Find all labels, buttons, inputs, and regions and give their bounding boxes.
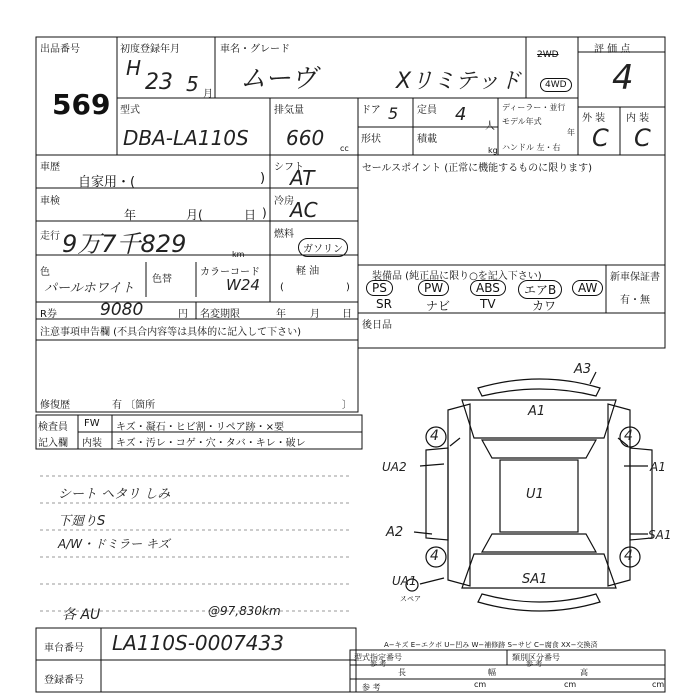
damage-tailgate: SA1 (522, 572, 548, 587)
damage-left-front: UA2 (382, 460, 407, 474)
dealer-label: ディーラー・並行 (502, 103, 566, 112)
damage-right-front: A1 (650, 460, 666, 474)
shape-label: 形状 (361, 134, 381, 145)
model-year-label: モデル年式 (502, 117, 542, 126)
damage-left-sill: UA1 (392, 574, 417, 588)
equip-tv: TV (480, 297, 496, 311)
class-label: 類別区分番号 (512, 653, 560, 662)
note-line-3: A/W・ドミラー キズ (58, 537, 170, 551)
equip-aw: AW (572, 280, 603, 296)
shaken-month: 月( (186, 208, 203, 222)
chassis-value: LA110S-0007433 (112, 631, 284, 655)
equip-navi: ナビ (426, 299, 451, 313)
name-change-year: 年 (276, 309, 286, 320)
fw-label: FW (84, 418, 100, 429)
warranty-value: 有・無 (620, 295, 650, 306)
shaken-year: 年 (124, 208, 137, 222)
repair-value: 有 〔箇所 (112, 400, 156, 411)
equip-pw: PW (418, 280, 449, 296)
damage-left-rear: A2 (386, 525, 404, 540)
capacity-unit: 人 (485, 121, 495, 132)
note-line-1: シート ヘタリ しみ (58, 487, 171, 502)
height-unit: cm (652, 680, 665, 689)
equip-ps: PS (366, 280, 393, 296)
history-value: 自家用・( (78, 175, 136, 190)
mileage-label: 走行 (40, 231, 60, 242)
recycle-value: 9080 (100, 300, 144, 320)
type-value: DBA-LA110S (123, 126, 249, 150)
warranty-label: 新車保証書 (610, 272, 660, 283)
first-reg-era: H (126, 56, 142, 80)
first-reg-year: 23 (145, 70, 173, 95)
shaken-day: 日 (244, 208, 257, 222)
doors-value: 5 (388, 104, 399, 123)
inspector-label: 検査員 (38, 422, 68, 433)
fuel-gasoline: ガソリン (298, 238, 348, 257)
recycle-label: R券 (40, 309, 57, 320)
repair-close: 〕 (342, 400, 352, 411)
model-label: 車名・グレード (220, 44, 290, 55)
note-line-4: 各 AU (62, 607, 101, 623)
first-reg-month: 5 (186, 72, 199, 96)
fuel-paren-close: ) (346, 282, 350, 293)
lot-number: 569 (52, 88, 111, 121)
interior-items: キズ・汚レ・コゲ・穴・タバ・キレ・破レ (116, 438, 306, 449)
equip-airbag: エアB (518, 280, 562, 299)
later-install-label: 後日品 (362, 320, 392, 331)
type-cert-sub: 参 考 (370, 660, 387, 668)
shaken-close: ) (262, 206, 267, 220)
displacement-value: 660 (286, 126, 325, 150)
width-label: 幅 (488, 668, 496, 677)
length-label: 長 (398, 668, 406, 677)
ref-label: 参 考 (362, 683, 381, 692)
lot-label: 出品番号 (40, 44, 80, 55)
chassis-label: 車台番号 (44, 643, 84, 654)
fuel-paren: ( (280, 282, 284, 293)
note-odometer: @97,830km (208, 604, 281, 618)
aircon-value: AC (290, 198, 318, 222)
grade-value: Xリミテッド (396, 69, 522, 94)
equip-leather: カワ (532, 299, 557, 313)
exterior-grade: C (592, 124, 609, 152)
interior-grade: C (634, 124, 651, 152)
length-unit: cm (474, 680, 487, 689)
capacity-value: 4 (455, 104, 467, 125)
equip-label: 装備品 (純正品に限り○を記入下さい) (372, 271, 542, 282)
damage-hood: A1 (528, 404, 546, 419)
interior-label: 内 装 (626, 113, 650, 124)
mileage-unit: km (232, 250, 245, 259)
capacity-label: 定員 (417, 105, 437, 116)
color-code-label: カラーコード (200, 267, 260, 278)
color-code-value: W24 (226, 276, 260, 294)
mileage-value: 9万7千829 (62, 230, 187, 258)
repair-label: 修復歴 (40, 400, 70, 411)
class-sub: 参 考 (526, 660, 543, 668)
recycle-unit: 円 (178, 309, 188, 320)
color-label: 色 (40, 267, 50, 278)
load-unit: kg (488, 146, 498, 155)
exterior-label: 外 装 (582, 113, 606, 124)
handle-label: ハンドル 左・右 (502, 143, 561, 152)
model-year-unit: 年 (567, 128, 575, 137)
color-value: パールホワイト (44, 281, 135, 296)
shift-label: シフト (274, 162, 304, 173)
legend: A−キズ E−エクボ U−凹み W−補修跡 S−サビ C−腐食 XX−交換済 (384, 641, 598, 649)
tire-front-right: 4 (624, 428, 633, 444)
grade-score: 4 (612, 58, 634, 98)
displacement-label: 排気量 (274, 105, 304, 116)
shift-value: AT (290, 166, 315, 190)
history-label: 車歴 (40, 162, 60, 173)
color-change-label: 色替 (152, 274, 172, 285)
fuel-label: 燃料 (274, 229, 294, 240)
tire-rear-left: 4 (430, 548, 439, 564)
grade-label: 評 価 点 (594, 44, 631, 55)
damage-roof: U1 (526, 487, 544, 502)
equip-sr: SR (376, 297, 392, 311)
aircon-label: 冷房 (274, 196, 294, 207)
first-reg-month-unit: 月 (203, 89, 213, 100)
damage-front-bumper: A3 (574, 362, 592, 377)
width-unit: cm (564, 680, 577, 689)
interior-check-label: 内装 (82, 438, 102, 449)
type-label: 型式 (120, 105, 140, 116)
type-cert-label: 型式指定番号 (354, 653, 402, 662)
reg-label: 登録番号 (44, 675, 84, 686)
name-change-label: 名変期限 (200, 309, 240, 320)
equip-abs: ABS (470, 280, 506, 296)
drive-2wd: 2WD (537, 50, 559, 60)
tire-front-left: 4 (430, 428, 439, 444)
load-label: 積載 (417, 134, 437, 145)
height-label: 高 (580, 668, 588, 677)
inspector-input-label: 記入欄 (38, 438, 68, 449)
drive-4wd: 4WD (540, 78, 572, 92)
displacement-unit: cc (340, 144, 349, 153)
model-value: ムーヴ (240, 64, 317, 94)
note-line-2: 下廻りS (58, 514, 106, 529)
doors-label: ドア (361, 105, 381, 116)
spare-label: スペア (400, 595, 421, 603)
shaken-label: 車検 (40, 196, 60, 207)
fw-items: キズ・凝石・ヒビ割・リペア跡・×要 (116, 422, 284, 433)
tire-rear-right: 4 (624, 548, 633, 564)
first-reg-label: 初度登録年月 (120, 44, 180, 55)
fuel-diesel: 軽 油 (296, 266, 320, 277)
history-close: ) (260, 171, 266, 186)
damage-right-rear: SA1 (648, 528, 672, 542)
name-change-day: 日 (342, 309, 352, 320)
notes-label: 注意事項申告欄 (不具合内容等は具体的に記入して下さい) (40, 327, 301, 338)
sales-label: セールスポイント (正常に機能するものに限ります) (362, 163, 593, 174)
name-change-month: 月 (310, 309, 320, 320)
